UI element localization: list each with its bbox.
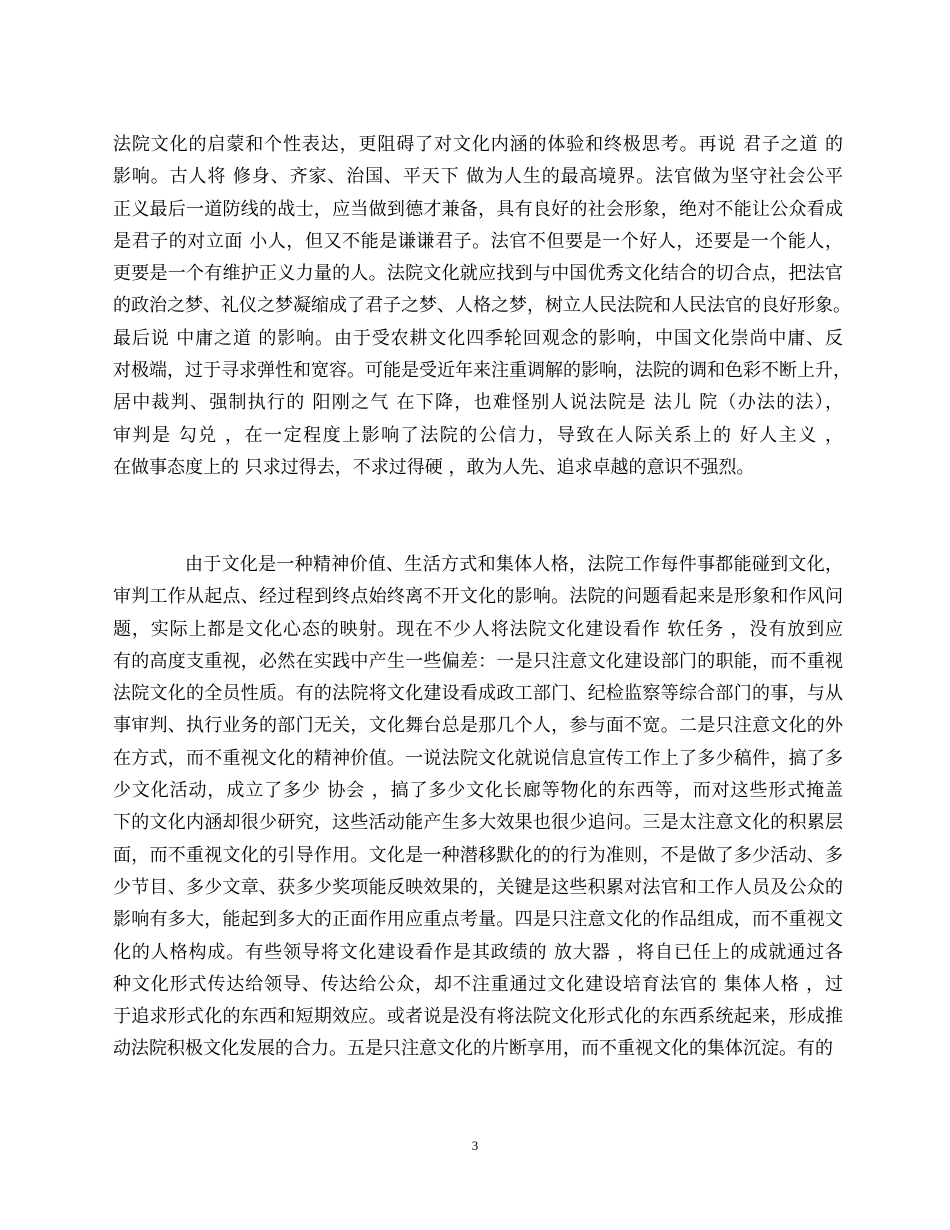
text-line: 居中裁判、强制执行的 阳刚之气 在下降，也难怪别人说法院是 法儿 院（办法的法），: [113, 392, 843, 414]
text-line: 对极端，过于寻求弹性和宽容。可能是受近年来注重调解的影响，法院的调和色彩不断上升，: [113, 360, 851, 382]
text-line: 在做事态度上的 只求过得去，不求过得硬 ，敢为人先、追求卓越的意识不强烈。: [113, 456, 755, 478]
text-line: 最后说 中庸之道 的影响。由于受农耕文化四季轮回观念的影响，中国文化崇尚中庸、反: [113, 327, 843, 349]
paragraph-1: [113, 129, 851, 484]
text-line: 法院文化的全员性质。有的法院将文化建设看成政工部门、纪检监察等综合部门的事，与从: [113, 683, 843, 705]
paragraph-2: [113, 549, 843, 1066]
text-line: 面，而不重视文化的引导作用。文化是一种潜移默化的的行为准则，不是做了多少活动、多: [113, 844, 843, 866]
text-line: 由于文化是一种精神价值、生活方式和集体人格，法院工作每件事都能碰到文化，: [185, 554, 843, 575]
text-line: 动法院积极文化发展的合力。五是只注意文化的片断享用，而不重视文化的集体沉淀。有的: [113, 1038, 833, 1060]
page-number: 3: [471, 1138, 479, 1153]
text-line: 的政治之梦、礼仪之梦凝缩成了君子之梦、人格之梦，树立人民法院和人民法官的良好形象。: [113, 295, 851, 317]
text-line: 题，实际上都是文化心态的映射。现在不少人将法院文化建设看作 软任务 ，没有放到应: [113, 618, 843, 640]
text-line: 审判是 勾兑 ，在一定程度上影响了法院的公信力，导致在人际关系上的 好人主义 ，: [113, 424, 843, 446]
text-line: 是君子的对立面 小人，但又不能是谦谦君子。法官不但要是一个好人，还要是一个能人，: [113, 230, 843, 252]
text-line: 更要是一个有维护正义力量的人。法院文化就应找到与中国优秀文化结合的切合点，把法官: [113, 263, 843, 285]
text-line: 在方式，而不重视文化的精神价值。一说法院文化就说信息宣传工作上了多少稿件，搞了多: [113, 747, 843, 769]
text-line: 化的人格构成。有些领导将文化建设看作是其政绩的 放大器 ，将自已任上的成就通过各: [113, 941, 843, 963]
text-line: 正义最后一道防线的战士，应当做到德才兼备，具有良好的社会形象，绝对不能让公众看成: [113, 198, 843, 220]
text-line: 有的高度支重视，必然在实践中产生一些偏差：一是只注意文化建设部门的职能，而不重视: [113, 650, 843, 672]
text-line: 种文化形式传达给领导、传达给公众，却不注重通过文化建设培育法官的 集体人格 ，过: [113, 973, 843, 995]
text-line: 影响。古人将 修身、齐家、治国、平天下 做为人生的最高境界。法官做为坚守社会公平: [113, 166, 843, 188]
text-line: 影响有多大，能起到多大的正面作用应重点考量。四是只注意文化的作品组成，而不重视文: [113, 909, 843, 931]
text-line: 下的文化内涵却很少研究，这些活动能产生多大效果也很少追问。三是太注意文化的积累层: [113, 812, 843, 834]
text-line: 事审判、执行业务的部门无关，文化舞台总是那几个人，参与面不宽。二是只注意文化的外: [113, 715, 843, 737]
text-line: 审判工作从起点、经过程到终点始终离不开文化的影响。法院的问题看起来是形象和作风问: [113, 586, 843, 608]
text-line: 少文化活动，成立了多少 协会 ，搞了多少文化长廊等物化的东西等，而对这些形式掩盖: [113, 780, 843, 802]
text-line: 法院文化的启蒙和个性表达，更阻碍了对文化内涵的体验和终极思考。再说 君子之道 的: [113, 134, 843, 155]
text-line: 于追求形式化的东西和短期效应。或者说是没有将法院文化形式化的东西系统起来，形成推: [113, 1006, 843, 1028]
text-line: 少节目、多少文章、获多少奖项能反映效果的，关键是这些积累对法官和工作人员及公众的: [113, 876, 843, 898]
